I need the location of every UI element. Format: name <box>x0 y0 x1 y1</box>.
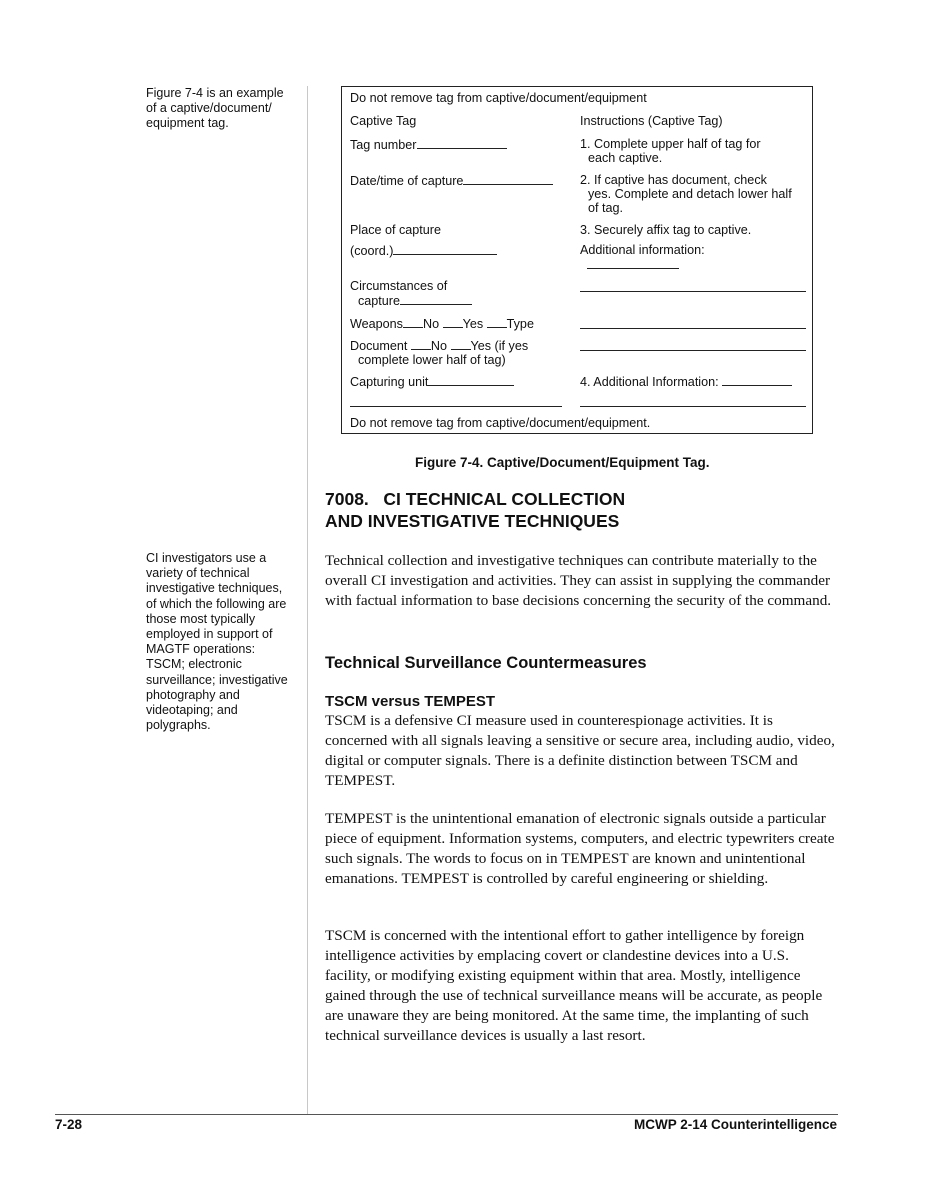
intro-paragraph: Technical collection and investigative techniques can contribute materially to the overall CI investigation and activities. They can assist in supplying the commander with factual information to base decisions concerning the security of the command. <box>325 552 832 609</box>
date-time-blank <box>463 173 553 185</box>
weapons-field: Weapons No Yes Type <box>350 317 534 331</box>
right-ruled-line <box>580 291 806 292</box>
ci-side-note <box>146 551 306 733</box>
side-note-line: investigative techniques, <box>146 581 283 596</box>
page-number: 7-28 <box>55 1117 83 1132</box>
side-note-line: employed in support of <box>146 627 273 642</box>
additional-info-label: Additional information: <box>580 243 705 257</box>
circumstances-blank <box>400 293 472 305</box>
paragraph-2: TEMPEST is the unintentional emanation of electronic signals outside a particular piece of equipment. Information systems, computers, and electric typewriters create such signals. The words to focus on in TEMPEST are known and unintentional emanations. TEMPEST is controlled by careful engineering or shielding. <box>325 810 835 887</box>
paragraph-1: TSCM is a defensive CI measure used in counterespionage activities. It is concerned with all signals leaving a sensitive or secure area, including audio, video, digital or computer signals. There is a definite distinction between TSCM and TEMPEST. <box>325 712 835 789</box>
side-note-line: CI investigators use a <box>146 551 267 565</box>
side-note-line: TSCM; electronic <box>146 657 242 672</box>
section-title: 7008. CI TECHNICAL COLLECTION AND INVESTIGATIVE TECHNIQUES <box>325 489 626 531</box>
side-note-line: Figure 7-4 is an example <box>146 86 284 100</box>
tag-number-blank <box>417 137 507 149</box>
side-note-line: those most typically <box>146 611 256 626</box>
document-field: Document No Yes (if yes complete lower half of tag) <box>350 339 529 367</box>
figure-side-note <box>146 86 306 132</box>
side-note-line: polygraphs. <box>146 718 211 733</box>
instruction-2: 2. If captive has document, check yes. Complete and detach lower half of tag. <box>580 173 792 215</box>
additional-info-blank <box>587 268 679 269</box>
lower-right-ruled-line <box>580 406 806 407</box>
capturing-unit-blank <box>428 374 514 386</box>
side-note-line: variety of technical <box>146 566 250 581</box>
circumstances-field: Circumstances of capture <box>350 279 472 308</box>
subsubheading: TSCM versus TEMPEST <box>325 693 496 710</box>
place-field: Place of capture <box>350 223 442 237</box>
subheading: Technical Surveillance Countermeasures <box>325 654 647 672</box>
capturing-unit-field: Capturing unit <box>350 374 514 389</box>
paragraph-3: TSCM is concerned with the intentional effort to gather intelligence by foreign intelligence activities by emplacing covert or clandestine devices into a U.S. facility, or modifying existing equipment within that area. Mostly, intelligence gained through the use of technical surveillance means will be accurate, as people are unaware they are being monitored. At the same time, the implanting of such technical surveillance devices is usually a last resort. <box>325 927 823 1044</box>
tag-number-field: Tag number <box>350 137 507 152</box>
figure-caption: Figure 7-4. Captive/Document/Equipment Tag. <box>415 455 710 470</box>
side-note-line: equipment tag. <box>146 116 229 131</box>
right-title: Instructions (Captive Tag) <box>580 114 723 128</box>
instruction-3: 3. Securely affix tag to captive. <box>580 223 752 237</box>
side-note-line: of which the following are <box>146 596 287 611</box>
right-ruled-line <box>580 328 806 329</box>
side-note-line: of a captive/document/ <box>146 101 272 116</box>
instruction-4-blank <box>722 374 792 386</box>
side-note-line: videotaping; and <box>146 703 238 718</box>
side-note-line: surveillance; investigative <box>146 672 288 687</box>
date-time-field: Date/time of capture <box>350 173 553 188</box>
margin-divider <box>307 86 308 1114</box>
coord-field: (coord.) <box>350 243 497 258</box>
coord-blank <box>393 243 497 255</box>
side-note-line: MAGTF operations: <box>146 642 256 657</box>
side-note-line: photography and <box>146 687 240 702</box>
tag-footer: Do not remove tag from captive/document/equipment. <box>350 416 651 430</box>
footer-rule <box>55 1114 838 1115</box>
tag-header: Do not remove tag from captive/document/equipment <box>350 91 647 105</box>
right-ruled-line <box>580 350 806 351</box>
captive-tag-figure <box>341 86 813 434</box>
lower-left-ruled-line <box>350 406 562 407</box>
instruction-1: 1. Complete upper half of tag for each captive. <box>580 137 761 165</box>
publication-title: MCWP 2-14 Counterintelligence <box>633 1117 837 1132</box>
left-title: Captive Tag <box>350 114 417 128</box>
instruction-4: 4. Additional Information: <box>580 374 792 389</box>
